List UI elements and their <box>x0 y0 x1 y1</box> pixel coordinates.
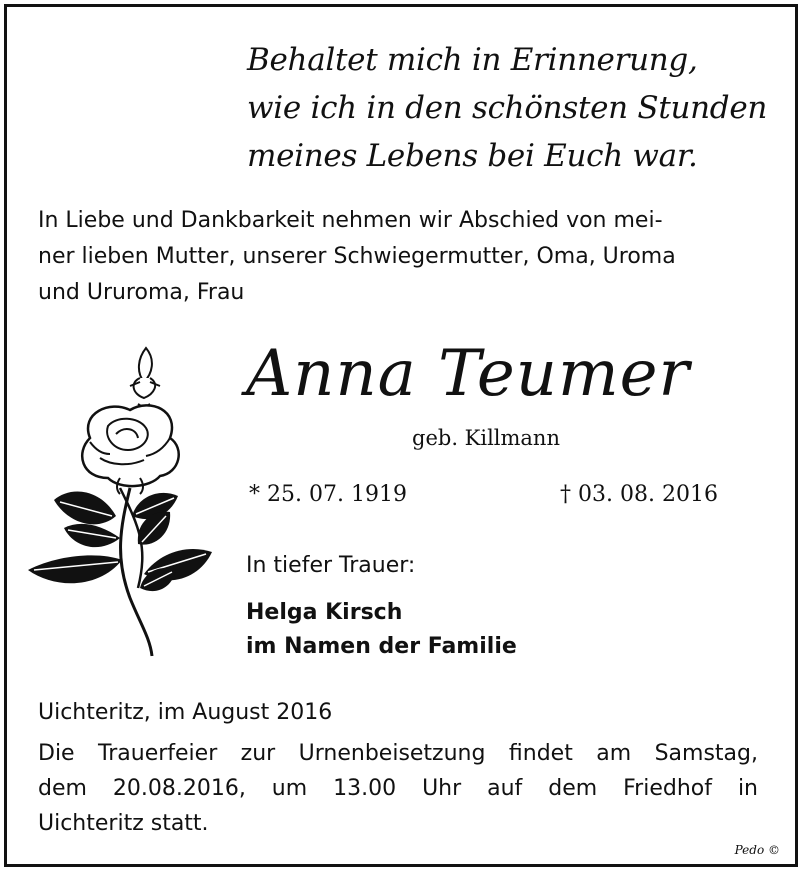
deceased-name: Anna Teumer <box>246 337 691 411</box>
mourner-names <box>246 596 517 664</box>
birth-name: geb. Killmann <box>412 426 560 450</box>
funeral-notice <box>38 736 758 841</box>
intro-line-1: In Liebe und Dankbarkeit nehmen wir Abschied von mei- <box>38 208 663 233</box>
place-date: Uichteritz, im August 2016 <box>38 700 333 725</box>
intro-line-2: ner lieben Mutter, unserer Schwiegermutter, Oma, Uroma <box>38 244 676 269</box>
memorial-quote <box>247 36 767 180</box>
notice-line-3: Uichteritz statt. <box>38 811 209 836</box>
intro-line-3: und Ururoma, Frau <box>38 280 245 305</box>
quote-line-1: Behaltet mich in Erinnerung, <box>247 42 698 78</box>
mourner-2: im Namen der Familie <box>246 634 517 659</box>
death-date: † 03. 08. 2016 <box>560 482 718 507</box>
birth-date: * 25. 07. 1919 <box>249 482 407 507</box>
mourner-1: Helga Kirsch <box>246 600 403 625</box>
notice-line-2: dem 20.08.2016, um 13.00 Uhr auf dem Friedhof in <box>38 776 758 801</box>
quote-line-3: meines Lebens bei Euch war. <box>247 138 698 174</box>
notice-line-1: Die Trauerfeier zur Urnenbeisetzung findet am Samstag, <box>38 741 758 766</box>
rose-icon <box>20 338 220 658</box>
quote-line-2: wie ich in den schönsten Stunden <box>247 90 768 126</box>
intro-text <box>38 203 760 311</box>
mourning-label: In tiefer Trauer: <box>246 553 416 578</box>
designer-signature: Pedo © <box>734 843 780 857</box>
